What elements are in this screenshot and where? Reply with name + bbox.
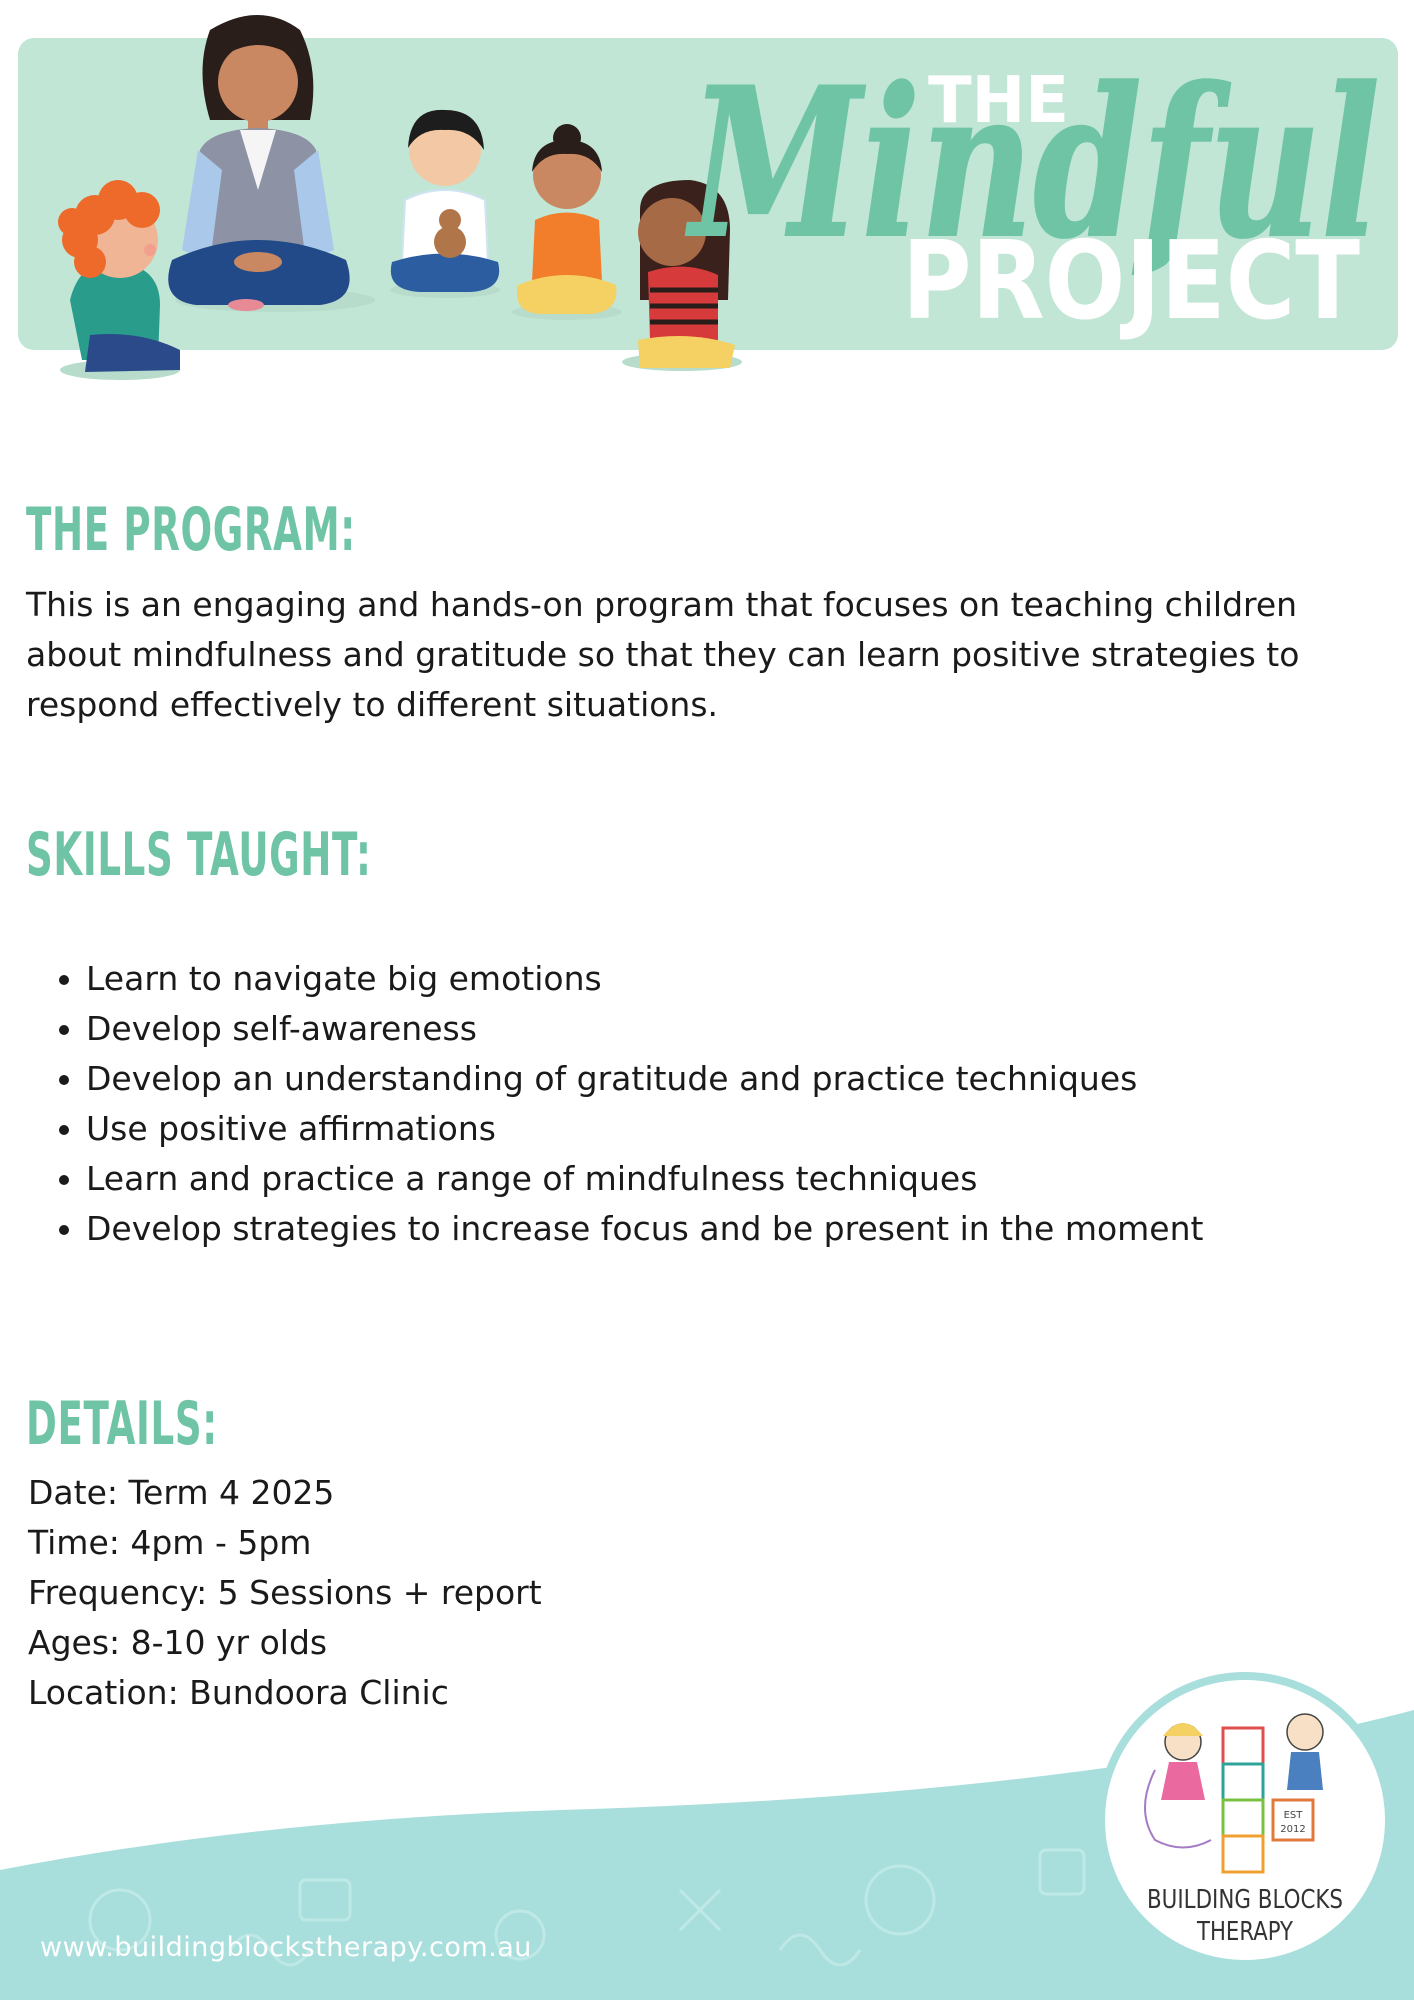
skill-item: • Learn to navigate big emotions bbox=[86, 954, 1406, 1004]
logo-line-2: THERAPY bbox=[1196, 1917, 1294, 1947]
banner-title-project: PROJECT bbox=[902, 219, 1361, 344]
details-heading: DETAILS: bbox=[26, 1389, 218, 1459]
detail-ages: Ages: 8-10 yr olds bbox=[28, 1623, 328, 1662]
banner-title-mindful: Mindful bbox=[685, 44, 1380, 284]
program-heading: THE PROGRAM: bbox=[26, 495, 356, 565]
skills-heading: SKILLS TAUGHT: bbox=[26, 820, 372, 890]
skill-item: • Use positive affirmations bbox=[86, 1104, 1406, 1154]
detail-location: Location: Bundoora Clinic bbox=[28, 1673, 449, 1712]
skill-item: • Develop strategies to increase focus and be present in the moment bbox=[86, 1204, 1406, 1254]
logo-line-1: BUILDING BLOCKS bbox=[1147, 1885, 1343, 1915]
detail-frequency: Frequency: 5 Sessions + report bbox=[28, 1573, 542, 1612]
logo-year: 2012 bbox=[1280, 1824, 1306, 1835]
program-description: This is an engaging and hands-on program that focuses on teaching children about mindfulness and gratitude so that they can learn positive strategies to respond effectively to different situations. bbox=[26, 585, 1300, 724]
detail-time: Time: 4pm - 5pm bbox=[28, 1523, 312, 1562]
header-banner bbox=[0, 0, 1414, 400]
skill-item: • Develop an understanding of gratitude and practice techniques bbox=[86, 1054, 1406, 1104]
skills-list bbox=[50, 954, 1406, 1254]
website-url[interactable]: www.buildingblockstherapy.com.au bbox=[40, 1932, 532, 1963]
logo-est: EST bbox=[1283, 1810, 1303, 1821]
detail-date: Date: Term 4 2025 bbox=[28, 1473, 335, 1512]
skill-item: • Learn and practice a range of mindfulness techniques bbox=[86, 1154, 1406, 1204]
skill-item: • Develop self-awareness bbox=[86, 1004, 1406, 1054]
banner-title-the: THE bbox=[928, 64, 1069, 138]
building-blocks-logo bbox=[1095, 1670, 1395, 1970]
